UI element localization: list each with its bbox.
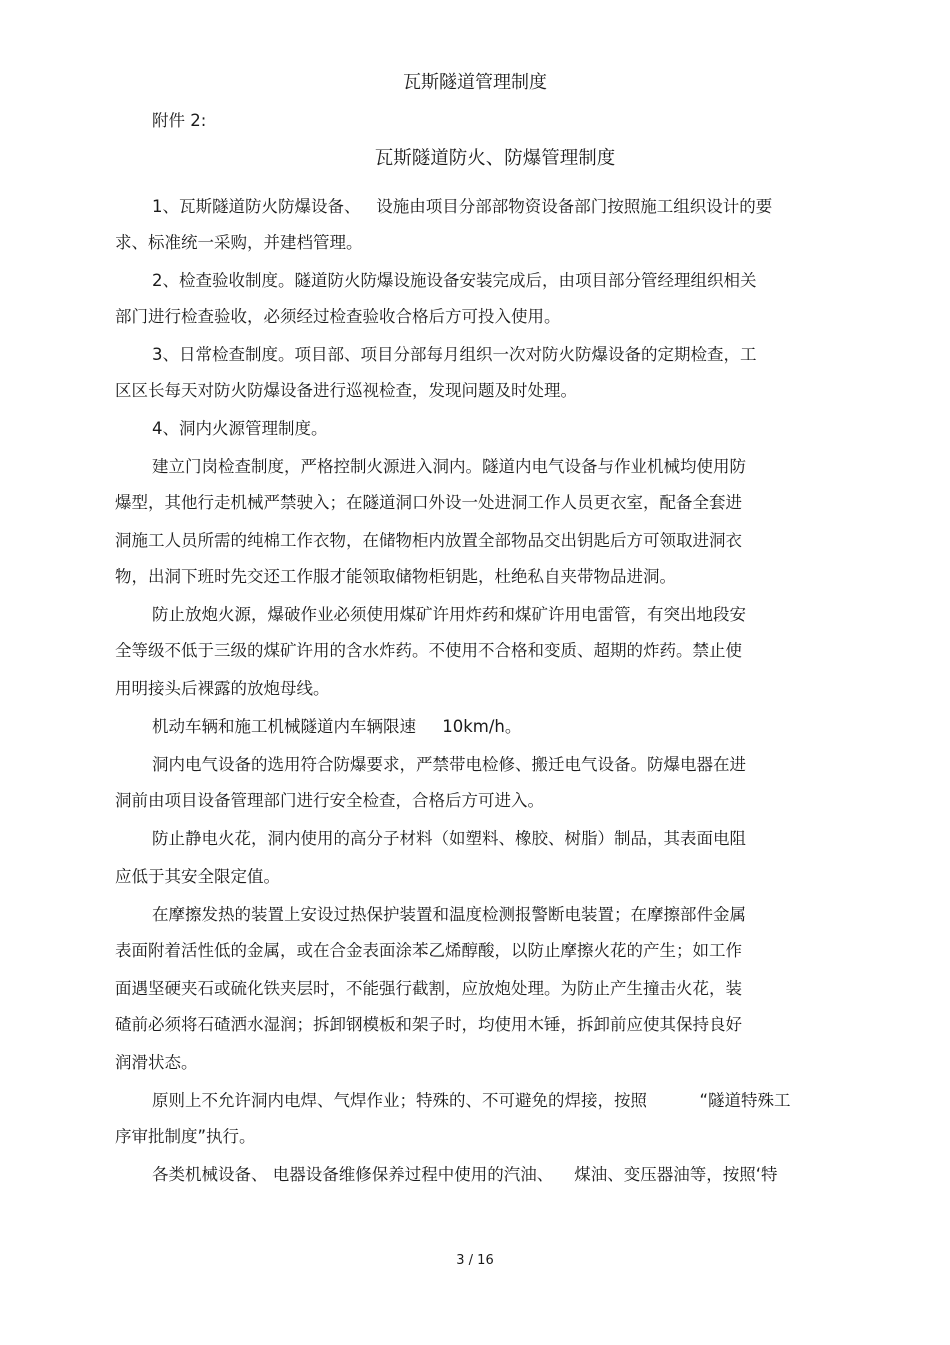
body-line: 面遇坚硬夹石或硫化铁夹层时，不能强行截割，应放炮处理。为防止产生撞击火花，装 bbox=[115, 979, 742, 998]
body-line: 润滑状态。 bbox=[115, 1053, 198, 1072]
body-line: 求、标准统一采购，并建档管理。 bbox=[115, 233, 363, 252]
page-number: 3 / 16 bbox=[456, 1253, 494, 1268]
body-line: 部门进行检查验收，必须经过检查验收合格后方可投入使用。 bbox=[115, 307, 561, 326]
body-line: 原则上不允许洞内电焊、气焊作业；特殊的、不可避免的焊接，按照 “隧道特殊工 bbox=[152, 1091, 791, 1110]
body-line: 爆型，其他行走机械严禁驶入；在隧道洞口外设一处进洞工作人员更衣室，配备全套进 bbox=[115, 493, 742, 512]
document-title: 瓦斯隧道管理制度 bbox=[403, 72, 547, 93]
attachment-label: 附件 2: bbox=[152, 111, 207, 130]
body-line: 防止放炮火源，爆破作业必须使用煤矿许用炸药和煤矿许用电雷管，有突出地段安 bbox=[152, 605, 746, 624]
body-line: 1、瓦斯隧道防火防爆设备、 设施由项目分部部物资设备部门按照施工组织设计的要 bbox=[152, 197, 773, 216]
body-line: 4、洞内火源管理制度。 bbox=[152, 419, 328, 438]
body-line: 3、日常检查制度。项目部、项目分部每月组织一次对防火防爆设备的定期检查，工 bbox=[152, 345, 757, 364]
body-line: 机动车辆和施工机械隧道内车辆限速 10km/h。 bbox=[152, 717, 522, 736]
body-line: 洞内电气设备的选用符合防爆要求，严禁带电检修、搬迁电气设备。防爆电器在进 bbox=[152, 755, 746, 774]
body-line: 在摩擦发热的装置上安设过热保护装置和温度检测报警断电装置；在摩擦部件金属 bbox=[152, 905, 746, 924]
body-line: 全等级不低于三级的煤矿许用的含水炸药。不使用不合格和变质、超期的炸药。禁止使 bbox=[115, 641, 742, 660]
body-line: 各类机械设备、 电器设备维修保养过程中使用的汽油、 煤油、变压器油等，按照‘特 bbox=[152, 1165, 778, 1184]
section-title: 瓦斯隧道防火、防爆管理制度 bbox=[374, 148, 616, 169]
body-line: 物，出洞下班时先交还工作服才能领取储物柜钥匙，杜绝私自夹带物品进洞。 bbox=[115, 567, 676, 586]
body-line: 建立门岗检查制度，严格控制火源进入洞内。隧道内电气设备与作业机械均使用防 bbox=[152, 457, 746, 476]
body-line: 防止静电火花，洞内使用的高分子材料（如塑料、橡胶、树脂）制品，其表面电阻 bbox=[152, 829, 746, 848]
body-line: 碴前必须将石碴洒水湿润；拆卸钢模板和架子时，均使用木锤，拆卸前应使其保持良好 bbox=[115, 1015, 742, 1034]
body-line: 表面附着活性低的金属，或在合金表面涂苯乙烯醇酸，以防止摩擦火花的产生；如工作 bbox=[115, 941, 742, 960]
body-line: 序审批制度”执行。 bbox=[115, 1127, 256, 1146]
body-line: 2、检查验收制度。隧道防火防爆设施设备安装完成后，由项目部分管经理组织相关 bbox=[152, 271, 757, 290]
body-line: 洞前由项目设备管理部门进行安全检查，合格后方可进入。 bbox=[115, 791, 544, 810]
body-line: 洞施工人员所需的纯棉工作衣物，在储物柜内放置全部物品交出钥匙后方可领取进洞衣 bbox=[115, 531, 742, 550]
body-line: 用明接头后裸露的放炮母线。 bbox=[115, 679, 330, 698]
body-line: 区区长每天对防火防爆设备进行巡视检查，发现问题及时处理。 bbox=[115, 381, 577, 400]
body-line: 应低于其安全限定值。 bbox=[115, 867, 280, 886]
